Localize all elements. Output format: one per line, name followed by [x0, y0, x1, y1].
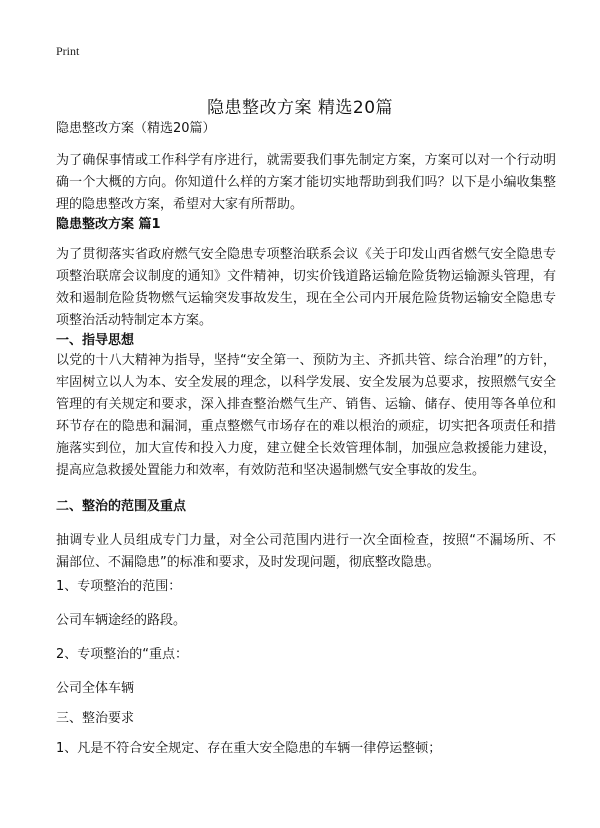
- section2-heading: 二、整治的范围及重点: [56, 499, 187, 514]
- requirement-1: 1、凡是不符合安全规定、存在重大安全隐患的车辆一律停运整顿；: [56, 741, 442, 756]
- section1-heading: 一、指导思想: [56, 333, 135, 348]
- section1-paragraph: 以党的十八大精神为指导，坚持“安全第一、预防为主、齐抓共管、综合治理”的方针，牢固树立以人为本、安全发展的理念，以科学发展、安全发展为总要求，按照燃气安全管理的有关规定和要求，深入排查整治燃气生产、销售、运输、储存、使用等各单位和环节存在的隐患和漏洞，重点整燃气市场存在的难以根治的顽症，切实把各项责任和措施落实到位，加大宣传和投入力度，建立健全长效管理体制，加强应急救援能力建设，提高应急救援处置能力和效率，有效防范和坚决遏制燃气安全事故的发生。: [56, 353, 556, 478]
- part1-heading: 隐患整改方案 篇1: [56, 217, 161, 232]
- item1-label: 1、专项整治的范围：: [56, 579, 182, 594]
- item2-value: 公司全体车辆: [56, 681, 135, 696]
- intro-paragraph: 为了确保事情或工作科学有序进行，就需要我们事先制定方案，方案可以对一个行动明确一个大概的方向。你知道什么样的方案才能切实地帮助到我们吗？以下是小编收集整理的隐患整改方案，希望对大家有所帮助。: [56, 153, 556, 212]
- section3-heading: 三、整治要求: [56, 711, 135, 726]
- item1-value: 公司车辆途经的路段。: [56, 613, 187, 628]
- part1-paragraph: 为了贯彻落实省政府燃气安全隐患专项整治联系会议《关于印发山西省燃气安全隐患专项整治联席会议制度的通知》文件精神，切实价钱道路运输危险货物运输源头管理，有效和遏制危险货物燃气运输突发事故发生，现在全公司内开展危险货物运输安全隐患专项整治活动特制定本方案。: [56, 247, 556, 328]
- document-subtitle: 隐患整改方案（精选20篇）: [56, 121, 216, 136]
- print-label[interactable]: Print: [56, 44, 80, 58]
- section2-paragraph: 抽调专业人员组成专门力量，对全公司范围内进行一次全面检查，按照“不漏场所、不漏部位、不漏隐患”的标准和要求，及时发现问题，彻底整改隐患。: [56, 533, 556, 570]
- document-title: 隐患整改方案 精选20篇: [206, 98, 394, 119]
- item2-label: 2、专项整治的“重点：: [56, 647, 189, 662]
